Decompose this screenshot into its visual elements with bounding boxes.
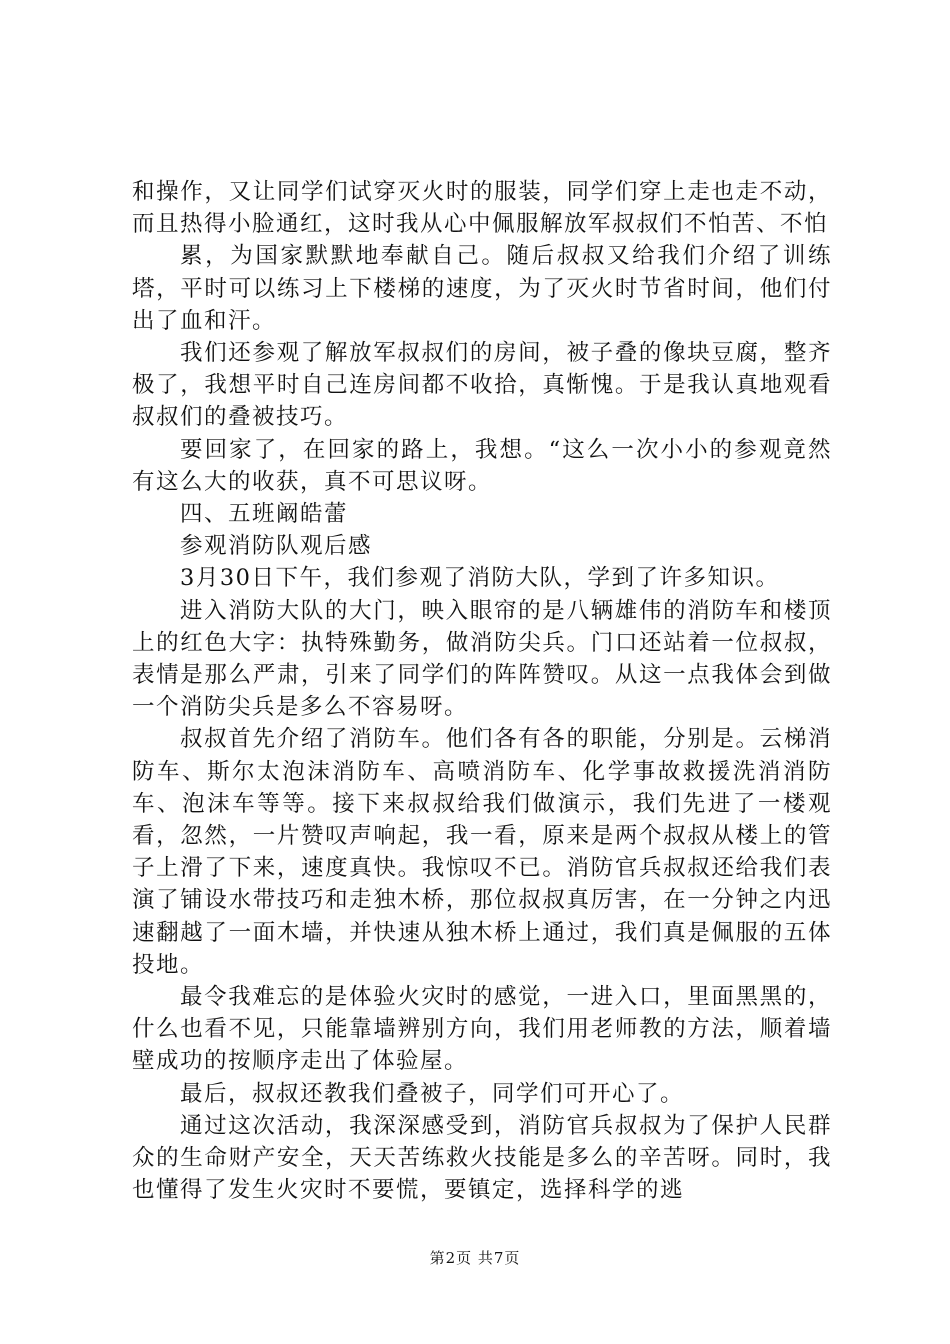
paragraph-8: 进入消防大队的大门，映入眼帘的是八辆雄伟的消防车和楼顶上的红色大字：执特殊勤务，做消防尖兵。门口还站着一位叔叔，表情是那么严肃，引来了同学们的阵阵赞叹。从这一点我体会到做一个消防尖兵是多么不容易呀。: [132, 597, 832, 721]
paragraph-11: 最后，叔叔还教我们叠被子，同学们可开心了。: [180, 1080, 685, 1107]
author-line: 四、五班阚皓蕾: [180, 501, 349, 528]
paragraph-10: 最令我难忘的是体验火灾时的感觉，一进入口，里面黑黑的，什么也看不见，只能靠墙辨别方向，我们用老师教的方法，顺着墙壁成功的按顺序走出了体验屋。: [132, 984, 832, 1075]
document-body: [132, 176, 832, 1207]
paragraph-2: 累，为国家默默地奉献自己。随后叔叔又给我们介绍了训练塔，平时可以练习上下楼梯的速度，为了灭火时节省时间，他们付出了血和汗。: [132, 243, 832, 334]
paragraph-1: 和操作，又让同学们试穿灭火时的服装，同学们穿上走也走不动，而且热得小脸通红，这时我从心中佩服解放军叔叔们不怕苦、不怕: [132, 179, 832, 238]
essay-title: 参观消防队观后感: [180, 533, 373, 560]
page-number-footer: 第2页 共7页: [429, 1249, 521, 1267]
paragraph-9: 叔叔首先介绍了消防车。他们各有各的职能，分别是。云梯消防车、斯尔太泡沫消防车、高喷消防车、化学事故救援洗消消防车、泡沫车等等。接下来叔叔给我们做演示，我们先进了一楼观看，忽然，一片赞叹声响起，我一看，原来是两个叔叔从楼上的管子上滑了下来，速度真快。我惊叹不已。消防官兵叔叔还给我们表演了铺设水带技巧和走独木桥，那位叔叔真厉害，在一分钟之内迅速翻越了一面木墙，并快速从独木桥上通过，我们真是佩服的五体投地。: [132, 726, 832, 978]
paragraph-4: 要回家了，在回家的路上，我想。“这么一次小小的参观竟然有这么大的收获，真不可思议呀。: [132, 436, 832, 495]
paragraph-3: 我们还参观了解放军叔叔们的房间，被子叠的像块豆腐，整齐极了，我想平时自己连房间都不收拾，真惭愧。于是我认真地观看叔叔们的叠被技巧。: [132, 340, 832, 431]
paragraph-7: 3月30日下午，我们参观了消防大队，学到了许多知识。: [180, 565, 780, 592]
paragraph-12: 通过这次活动，我深深感受到，消防官兵叔叔为了保护人民群众的生命财产安全，天天苦练救火技能是多么的辛苦呀。同时，我也懂得了发生火灾时不要慌，要镇定，选择科学的逃: [132, 1112, 832, 1204]
